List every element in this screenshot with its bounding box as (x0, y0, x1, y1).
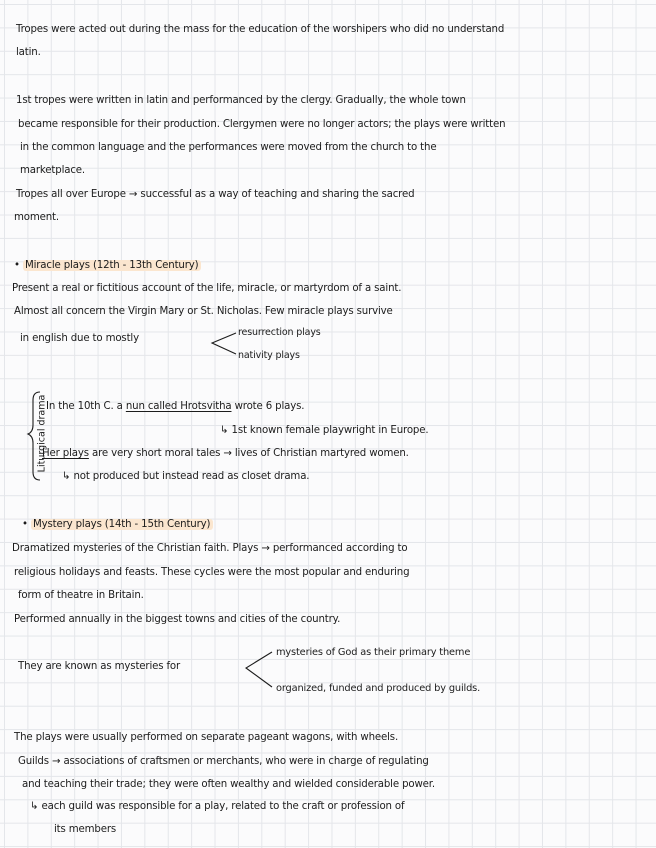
first-tropes-line-4: marketplace. (20, 165, 86, 176)
her-plays-text: Her plays (42, 448, 89, 459)
moral-tales-text: are very short moral tales (91, 448, 221, 459)
hooked-arrow-icon: ↳ (62, 471, 71, 482)
mystery-line-4: Performed annually in the biggest towns and cities of the country. (14, 614, 341, 625)
right-arrow-icon: → (51, 756, 61, 767)
mystery-line-3: form of theatre in Britain. (18, 590, 144, 601)
first-tropes-line-3: in the common language and the performances were moved from the church to the (20, 142, 437, 153)
liturgical-line-1 (46, 400, 304, 414)
mystery-line-1 (12, 542, 407, 556)
first-tropes-line-5 (16, 188, 414, 202)
miracle-heading (14, 259, 201, 273)
first-tropes-line-6: moment. (14, 212, 59, 223)
wagons-line-3: and teaching their trade; they were often wealthy and wielded considerable power. (22, 779, 435, 790)
mystery-branch-2: organized, funded and produced by guilds. (276, 683, 481, 694)
bullet-icon: • (14, 260, 20, 271)
first-tropes-line-2: became responsible for their production. Clergymen were no longer actors; the plays were written (18, 119, 506, 130)
wagons-line-1: The plays were usually performed on separate pageant wagons, with wheels. (14, 732, 399, 743)
dramatized-text: Dramatized mysteries of the Christian faith. Plays (12, 543, 259, 554)
mystery-line-2: religious holidays and feasts. These cycles were the most popular and enduring (14, 567, 410, 578)
six-plays-text: wrote 6 plays. (234, 401, 305, 412)
miracle-line-3: in english due to mostly (20, 333, 139, 344)
liturgical-drama-side-label: Liturgical drama (36, 394, 48, 473)
mystery-branch-1: mysteries of God as their primary theme (276, 647, 471, 658)
wagons-line-2 (18, 755, 429, 769)
liturgical-10th-text: In the 10th C. a (46, 401, 123, 412)
miracle-line-1: Present a real or fictitious account of the life, miracle, or martyrdom of a saint. (12, 283, 402, 294)
martyred-women-text: lives of Christian martyred women. (234, 448, 409, 459)
first-tropes-line-1: 1st tropes were written in latin and performanced by the clergy. Gradually, the whole town (16, 95, 466, 106)
first-female-playwright-text: 1st known female playwright in Europe. (231, 425, 429, 436)
tropes-line-2: latin. (16, 47, 41, 58)
mystery-heading (22, 518, 213, 532)
guilds-definition-text: associations of craftsmen or merchants, who were in charge of regulating (63, 756, 429, 767)
liturgical-line-3 (42, 447, 409, 461)
tropes-europe-text: Tropes all over Europe (16, 189, 126, 200)
mystery-line-5: They are known as mysteries for (18, 661, 181, 672)
hooked-arrow-icon: ↳ (220, 425, 229, 436)
miracle-line-2: Almost all concern the Virgin Mary or St. Nicholas. Few miracle plays survive (14, 306, 393, 317)
hrotsvitha-text: nun called Hrotsvitha (125, 401, 232, 412)
miracle-branch-2: nativity plays (238, 350, 300, 361)
tropes-line-1: Tropes were acted out during the mass for the education of the worshipers who did no understand (16, 24, 505, 35)
wagons-line-5: its members (54, 824, 117, 835)
bullet-icon: • (22, 519, 28, 530)
performanced-text: performanced according to (272, 543, 408, 554)
mystery-title: Mystery plays (14th - 15th Century) (31, 519, 213, 530)
wagons-line-4 (30, 800, 404, 814)
right-arrow-icon: → (128, 189, 138, 200)
closet-drama-text: not produced but instead read as closet drama. (73, 471, 310, 482)
liturgical-line-2 (220, 424, 428, 438)
guilds-text: Guilds (18, 756, 49, 767)
right-arrow-icon: → (261, 543, 270, 554)
liturgical-line-4 (62, 470, 309, 484)
guild-responsibility-text: each guild was responsible for a play, related to the craft or profession of (41, 801, 405, 812)
tropes-successful-text: successful as a way of teaching and sharing the sacred (140, 189, 415, 200)
miracle-branch-1: resurrection plays (238, 327, 321, 338)
miracle-title: Miracle plays (12th - 13th Century) (23, 260, 202, 271)
hooked-arrow-icon: ↳ (30, 801, 39, 812)
right-arrow-icon: → (223, 448, 232, 459)
